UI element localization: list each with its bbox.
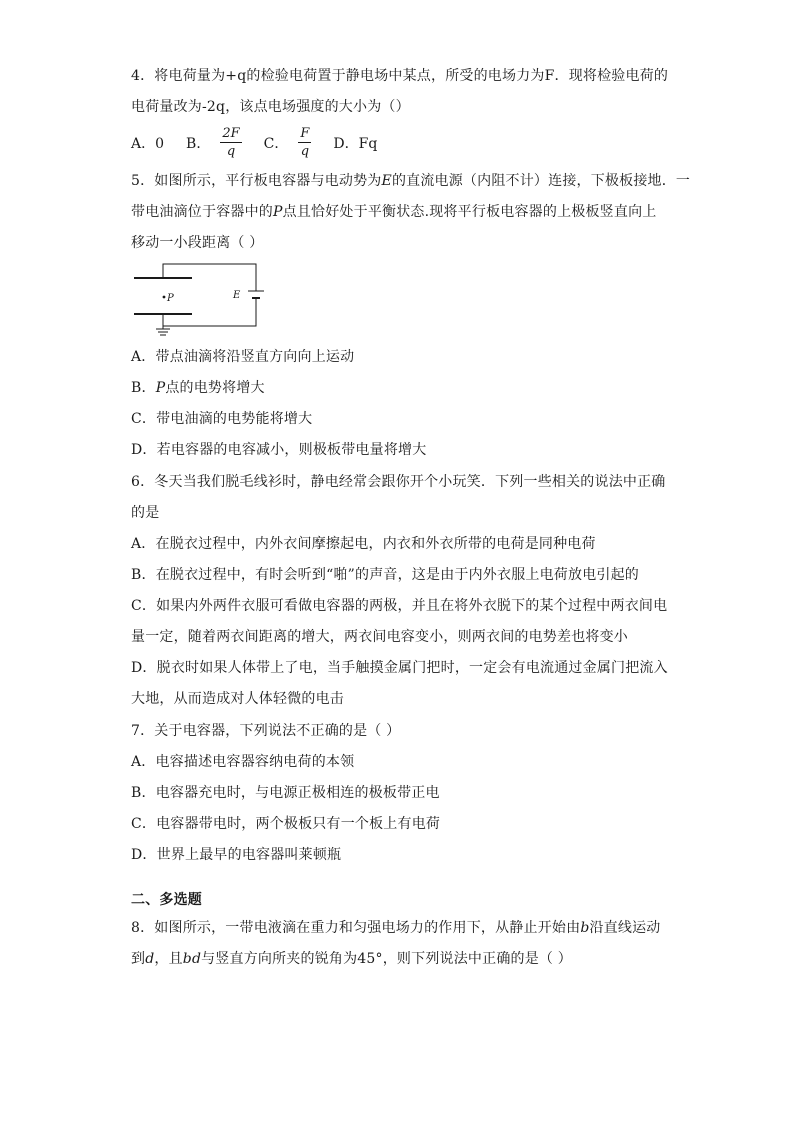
q4-option-c-numerator: F (300, 126, 310, 141)
q4-option-b-label: B． (186, 136, 211, 152)
q5-stem-text-1a: 5．如图所示，平行板电容器与电动势为 (131, 173, 382, 189)
point-p-dot (163, 296, 166, 299)
q4-option-c-label: C． (263, 136, 289, 152)
ground-icon (156, 329, 170, 335)
q8-stem-line-1 (131, 918, 660, 938)
q4-option-c-denominator: q (300, 144, 310, 159)
q5-stem-text-2a: 带电油滴位于容器中的 (131, 204, 273, 220)
q5-stem-line-2 (131, 202, 656, 222)
q5-option-b (131, 378, 265, 398)
q5-stem-line-1 (131, 171, 690, 191)
q6-stem-line-2: 的是 (131, 505, 160, 521)
q5-stem-text-2b: 点且恰好处于平衡状态.现将平行板电容器的上极板竖直向上 (282, 204, 657, 220)
label-p: P (167, 293, 174, 304)
q7-option-d: D．世界上最早的电容器叫莱顿瓶 (131, 847, 342, 863)
q5-option-b-var: P (155, 380, 166, 396)
q8-stem-line-2 (131, 949, 572, 969)
q8-var-bd: bd (182, 951, 202, 967)
q4-option-b (186, 126, 242, 160)
q8-stem-text-2a: 到 (131, 951, 146, 967)
q5-option-c: C．带电油滴的电势能将增大 (131, 411, 313, 427)
q7-option-c: C．电容器带电时，两个极板只有一个板上有电荷 (131, 816, 441, 832)
q7-option-a: A．电容描述电容器容纳电荷的本领 (131, 754, 355, 770)
q8-stem-text-1b: 沿直线运动 (589, 920, 661, 936)
q5-option-b-label: B． (131, 380, 156, 396)
q4-option-b-numerator: 2F (222, 126, 240, 141)
q8-stem-text-2b: ，且 (154, 951, 183, 967)
q5-stem-text-1b: 的直流电源（内阻不计）连接，下极板接地．一 (391, 173, 691, 189)
q5-option-a: A．带点油滴将沿竖直方向向上运动 (131, 349, 355, 365)
q6-option-b: B．在脱衣过程中，有时会听到“啪”的声音，这是由于内外衣服上电荷放电引起的 (131, 567, 640, 583)
capacitor-circuit-figure (128, 260, 278, 338)
q6-option-a: A．在脱衣过程中，内外衣间摩擦起电，内衣和外衣所带的电荷是同种电荷 (131, 536, 596, 552)
q7-option-b: B．电容器充电时，与电源正极相连的极板带正电 (131, 785, 440, 801)
section-title-multiple-choice: 二、多选题 (131, 892, 202, 908)
q4-option-b-fraction (220, 126, 241, 160)
q6-option-c-line-2: 量一定，随着两衣间距离的增大，两衣间电容变小，则两衣间的电势差也将变小 (131, 629, 628, 645)
q5-var-p: P (273, 204, 283, 220)
q7-stem: 7．关于电容器，下列说法不正确的是（ ） (131, 723, 401, 739)
q4-stem-line-1: 4．将电荷量为+q的检验电荷置于静电场中某点，所受的电场力为F．现将检验电荷的 (131, 68, 669, 84)
q4-option-a: A．0 (131, 136, 165, 152)
q4-option-b-denominator: q (226, 144, 236, 159)
q4-option-c (264, 126, 312, 160)
q8-var-b: b (580, 920, 590, 936)
q6-option-d-line-1: D．脱衣时如果人体带上了电，当手触摸金属门把时，一定会有电流通过金属门把流入 (131, 660, 668, 676)
q6-stem-line-1: 6．冬天当我们脱毛线衫时，静电经常会跟你开个小玩笑．下列一些相关的说法中正确 (131, 474, 666, 490)
q8-var-d: d (145, 951, 155, 967)
lower-wire (163, 298, 256, 326)
label-e: E (233, 290, 241, 301)
q4-options (131, 126, 399, 160)
q6-option-d-line-2: 大地，从而造成对人体轻微的电击 (131, 691, 344, 707)
q8-stem-text-2c: 与竖直方向所夹的锐角为45°，则下列说法中正确的是（ ） (201, 951, 572, 967)
q4-option-d: D．Fq (333, 136, 378, 152)
q4-option-c-fraction (298, 126, 311, 160)
q5-var-e: E (381, 173, 392, 189)
q4-stem-line-2: 电荷量改为-2q，该点电场强度的大小为（） (131, 99, 410, 115)
q8-stem-text-1a: 8．如图所示，一带电液滴在重力和匀强电场力的作用下，从静止开始由 (131, 920, 581, 936)
q5-option-b-text: 点的电势将增大 (165, 380, 265, 396)
q5-stem-line-3: 移动一小段距离（ ） (131, 235, 264, 251)
q5-option-d: D．若电容器的电容减小，则极板带电量将增大 (131, 442, 427, 458)
q6-option-c-line-1: C．如果内外两件衣服可看做电容器的两极，并且在将外衣脱下的某个过程中两衣间电 (131, 598, 668, 614)
